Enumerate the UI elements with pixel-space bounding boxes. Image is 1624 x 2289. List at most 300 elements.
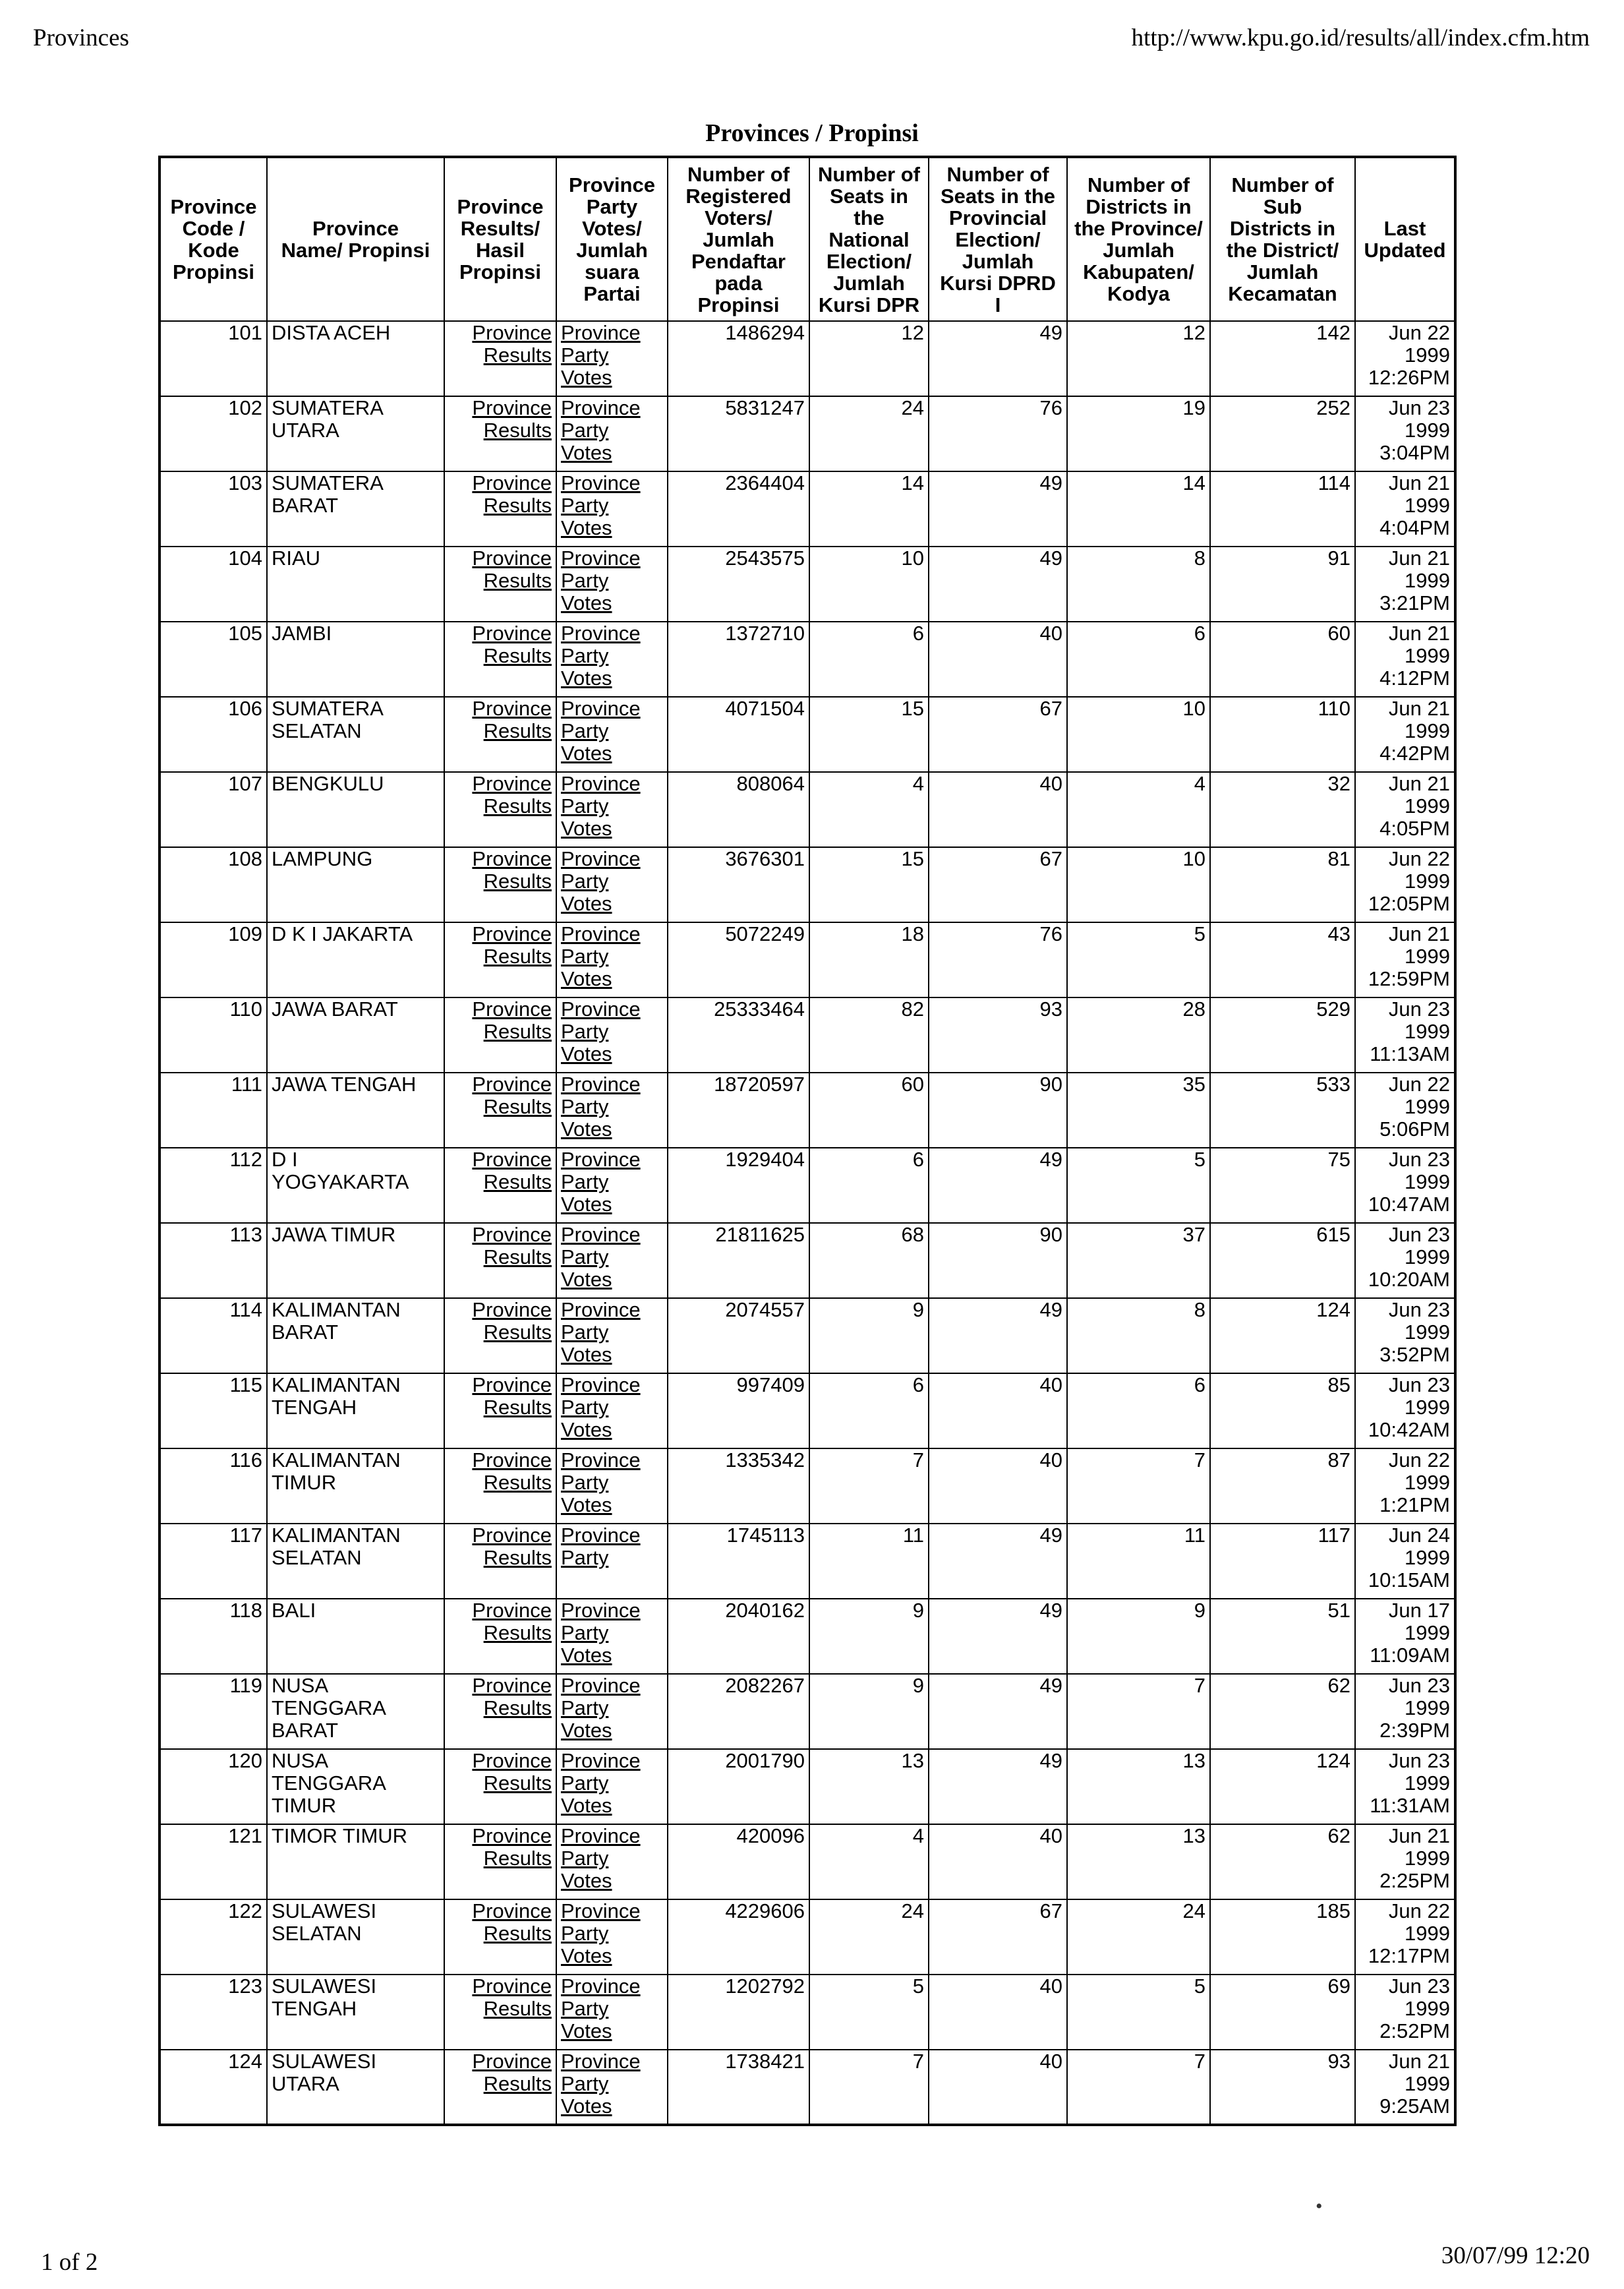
province-party-votes-link[interactable] <box>556 1373 668 1448</box>
cell-line: Province <box>561 847 641 870</box>
districts-cell: 6 <box>1067 622 1210 697</box>
province-party-votes-link[interactable] <box>556 1674 668 1749</box>
dpr-seats-cell: 9 <box>809 1298 929 1373</box>
dpr-seats-cell: 15 <box>809 847 929 922</box>
province-party-votes-link[interactable] <box>556 321 668 396</box>
cell-line: Votes <box>561 667 612 690</box>
province-results-link[interactable] <box>444 622 556 697</box>
province-code-cell: 110 <box>160 997 267 1073</box>
last-updated-cell <box>1355 697 1455 772</box>
cell-line: Jun 22 <box>1388 1448 1450 1472</box>
subdistricts-cell: 69 <box>1210 1975 1355 2050</box>
registered-voters-cell: 25333464 <box>668 997 809 1073</box>
dprd-seats-cell: 40 <box>929 1975 1067 2050</box>
cell-line: Party <box>561 1696 609 1719</box>
dprd-seats-cell: 40 <box>929 1373 1067 1448</box>
last-updated-cell <box>1355 1223 1455 1298</box>
cell-line: JAWA BARAT <box>272 997 398 1021</box>
table-row <box>160 321 1455 396</box>
cell-line: Province <box>472 1298 552 1321</box>
cell-line: SELATAN <box>272 1922 362 1945</box>
cell-line: Number of <box>687 162 790 186</box>
registered-voters-cell: 1202792 <box>668 1975 809 2050</box>
registered-voters-cell: 1745113 <box>668 1524 809 1599</box>
province-results-link[interactable] <box>444 847 556 922</box>
cell-line: Party <box>561 569 609 592</box>
table-row <box>160 547 1455 622</box>
province-name-cell <box>267 1674 444 1749</box>
province-results-link[interactable] <box>444 1599 556 1674</box>
province-name-cell <box>267 997 444 1073</box>
province-code-cell: 120 <box>160 1749 267 1824</box>
cell-line: Votes <box>561 1418 612 1441</box>
province-party-votes-link[interactable] <box>556 847 668 922</box>
cell-line: Results <box>483 719 552 742</box>
cell-line: Jun 23 <box>1388 1148 1450 1171</box>
cell-line: Jun 23 <box>1388 1674 1450 1697</box>
cell-line: Province <box>561 772 641 795</box>
province-code-cell: 118 <box>160 1599 267 1674</box>
province-code-cell: 111 <box>160 1073 267 1148</box>
cell-line: Jun 21 <box>1388 1824 1450 1847</box>
cell-line: Votes <box>561 441 612 464</box>
dprd-seats-cell: 49 <box>929 547 1067 622</box>
cell-line: 1999 <box>1405 1396 1450 1419</box>
province-code-cell: 115 <box>160 1373 267 1448</box>
province-name-cell <box>267 396 444 471</box>
cell-line: KALIMANTAN <box>272 1524 401 1547</box>
cell-line: Province <box>472 1148 552 1171</box>
cell-line: Jumlah <box>576 239 648 262</box>
dprd-seats-cell: 49 <box>929 321 1067 396</box>
cell-line: JAMBI <box>272 622 332 645</box>
province-party-votes-link[interactable] <box>556 772 668 847</box>
province-name-cell <box>267 1599 444 1674</box>
dprd-seats-cell: 93 <box>929 997 1067 1073</box>
cell-line: 1999 <box>1405 1997 1450 2020</box>
cell-line: Province <box>561 622 641 645</box>
province-code-cell: 119 <box>160 1674 267 1749</box>
cell-line: BARAT <box>272 494 339 517</box>
cell-line: Party <box>561 794 609 818</box>
cell-line: the District/ <box>1226 239 1339 262</box>
registered-voters-cell: 21811625 <box>668 1223 809 1298</box>
cell-line: Party <box>561 1020 609 1043</box>
table-row <box>160 1975 1455 2050</box>
districts-cell: 13 <box>1067 1749 1210 1824</box>
registered-voters-cell: 5072249 <box>668 922 809 997</box>
cell-line: Results <box>483 1696 552 1719</box>
cell-line: Province <box>561 1524 641 1547</box>
cell-line: Province <box>561 396 641 419</box>
cell-line: Name/ Propinsi <box>281 239 430 262</box>
province-name-cell <box>267 622 444 697</box>
province-party-votes-link[interactable] <box>556 1749 668 1824</box>
dpr-seats-cell: 9 <box>809 1599 929 1674</box>
cell-line: Votes <box>561 967 612 990</box>
cell-line: Party <box>561 1095 609 1118</box>
cell-line: Kursi DPRD <box>940 271 1056 295</box>
cell-line: 1999 <box>1405 419 1450 442</box>
cell-line: Election/ <box>955 227 1041 251</box>
dprd-seats-cell: 49 <box>929 1148 1067 1223</box>
province-name-cell <box>267 1448 444 1524</box>
province-results-link[interactable] <box>444 1824 556 1899</box>
province-name-cell <box>267 1298 444 1373</box>
cell-line: Jun 23 <box>1388 1223 1450 1246</box>
cell-line: the <box>854 206 884 229</box>
cell-line: KALIMANTAN <box>272 1373 401 1396</box>
registered-voters-cell: 1486294 <box>668 321 809 396</box>
cell-line: 1999 <box>1405 719 1450 742</box>
cell-line: Results <box>483 343 552 367</box>
cell-line: Province <box>472 1448 552 1472</box>
cell-line: 10:47AM <box>1368 1193 1450 1216</box>
dprd-seats-cell: 49 <box>929 1674 1067 1749</box>
cell-line: Party <box>561 1922 609 1945</box>
registered-voters-cell: 997409 <box>668 1373 809 1448</box>
dprd-seats-cell: 49 <box>929 471 1067 547</box>
province-code-cell: 123 <box>160 1975 267 2050</box>
last-updated-cell <box>1355 1524 1455 1599</box>
cell-line: Jun 21 <box>1388 471 1450 494</box>
cell-line: 10:42AM <box>1368 1418 1450 1441</box>
cell-line: Jumlah <box>703 227 774 251</box>
column-header-name <box>267 157 444 321</box>
cell-line: Kursi DPR <box>818 293 920 316</box>
dprd-seats-cell: 90 <box>929 1223 1067 1298</box>
page-header-url: http://www.kpu.go.id/results/all/index.cfm.htm <box>1131 24 1590 51</box>
cell-line: Votes <box>561 1794 612 1817</box>
cell-line: 1999 <box>1405 569 1450 592</box>
column-header-subdistricts <box>1210 157 1355 321</box>
cell-line: Party <box>561 419 609 442</box>
cell-line: Jun 21 <box>1388 922 1450 945</box>
cell-line: Province <box>457 195 544 218</box>
cell-line: Jun 23 <box>1388 396 1450 419</box>
dpr-seats-cell: 82 <box>809 997 929 1073</box>
registered-voters-cell: 2001790 <box>668 1749 809 1824</box>
table-row <box>160 922 1455 997</box>
province-party-votes-link[interactable] <box>556 922 668 997</box>
cell-line: Votes <box>561 1869 612 1892</box>
cell-line: Province <box>472 396 552 419</box>
province-results-link[interactable] <box>444 772 556 847</box>
cell-line: Province <box>561 997 641 1021</box>
cell-line: Province <box>472 622 552 645</box>
districts-cell: 13 <box>1067 1824 1210 1899</box>
column-header-results <box>444 157 556 321</box>
districts-cell: 28 <box>1067 997 1210 1073</box>
province-code-cell: 114 <box>160 1298 267 1373</box>
cell-line: KALIMANTAN <box>272 1298 401 1321</box>
last-updated-cell <box>1355 1373 1455 1448</box>
province-results-link[interactable] <box>444 922 556 997</box>
dpr-seats-cell: 6 <box>809 622 929 697</box>
cell-line: Number of <box>946 162 1049 186</box>
cell-line: Seats in the <box>941 184 1055 208</box>
cell-line: TENGGARA <box>272 1696 386 1719</box>
cell-line: RIAU <box>272 547 321 570</box>
province-party-votes-link[interactable] <box>556 1824 668 1899</box>
dpr-seats-cell: 15 <box>809 697 929 772</box>
last-updated-cell <box>1355 471 1455 547</box>
province-results-link[interactable] <box>444 1373 556 1448</box>
province-party-votes-link[interactable] <box>556 997 668 1073</box>
province-code-cell: 102 <box>160 396 267 471</box>
province-party-votes-link[interactable] <box>556 1073 668 1148</box>
last-updated-cell <box>1355 1975 1455 2050</box>
province-results-link[interactable] <box>444 321 556 396</box>
districts-cell: 9 <box>1067 1599 1210 1674</box>
subdistricts-cell: 142 <box>1210 321 1355 396</box>
province-results-link[interactable] <box>444 697 556 772</box>
cell-line: Party <box>561 1396 609 1419</box>
cell-line: Province <box>170 195 257 218</box>
cell-line: Jumlah <box>1103 239 1174 262</box>
dpr-seats-cell: 11 <box>809 1524 929 1599</box>
province-results-link[interactable] <box>444 396 556 471</box>
province-party-votes-link[interactable] <box>556 2050 668 2125</box>
province-party-votes-link[interactable] <box>556 1448 668 1524</box>
dprd-seats-cell: 40 <box>929 1824 1067 1899</box>
table-row <box>160 697 1455 772</box>
table-row <box>160 997 1455 1073</box>
cell-line: TENGAH <box>272 1396 357 1419</box>
cell-line: Votes <box>561 516 612 539</box>
cell-line: Jumlah <box>1246 260 1319 283</box>
table-row <box>160 1448 1455 1524</box>
province-results-link[interactable] <box>444 1899 556 1975</box>
cell-line: Pendaftar <box>691 249 786 273</box>
cell-line: Party <box>561 1546 609 1569</box>
cell-line: Province <box>569 173 655 196</box>
subdistricts-cell: 32 <box>1210 772 1355 847</box>
cell-line: Kodya <box>1107 282 1170 305</box>
subdistricts-cell: 93 <box>1210 2050 1355 2125</box>
province-results-link[interactable] <box>444 1674 556 1749</box>
dpr-seats-cell: 14 <box>809 471 929 547</box>
cell-line: Votes <box>561 591 612 614</box>
province-name-cell <box>267 772 444 847</box>
province-party-votes-link[interactable] <box>556 697 668 772</box>
registered-voters-cell: 18720597 <box>668 1073 809 1148</box>
subdistricts-cell: 81 <box>1210 847 1355 922</box>
subdistricts-cell: 114 <box>1210 471 1355 547</box>
province-code-cell: 124 <box>160 2050 267 2125</box>
province-results-link[interactable] <box>444 1524 556 1599</box>
page-footer-pagination: 1 of 2 <box>41 2249 98 2276</box>
cell-line: 1:21PM <box>1379 1493 1450 1516</box>
cell-line: 11:13AM <box>1370 1042 1450 1065</box>
cell-line: 1999 <box>1405 494 1450 517</box>
province-results-link[interactable] <box>444 1975 556 2050</box>
cell-line: Propinsi <box>172 260 254 283</box>
cell-line: Party <box>561 1170 609 1193</box>
last-updated-cell <box>1355 922 1455 997</box>
cell-line: Results <box>483 644 552 667</box>
last-updated-cell <box>1355 1674 1455 1749</box>
province-results-link[interactable] <box>444 2050 556 2125</box>
dpr-seats-cell: 6 <box>809 1148 929 1223</box>
cell-line: 1999 <box>1405 1471 1450 1494</box>
cell-line: Votes <box>561 742 612 765</box>
cell-line: Voters/ <box>705 206 772 229</box>
province-party-votes-link[interactable] <box>556 1298 668 1373</box>
cell-line: Votes <box>561 1117 612 1141</box>
cell-line: Province <box>472 772 552 795</box>
cell-line: Province <box>312 217 399 240</box>
province-party-votes-link[interactable] <box>556 1599 668 1674</box>
dpr-seats-cell: 6 <box>809 1373 929 1448</box>
cell-line: TENGAH <box>272 1997 357 2020</box>
cell-line: Province <box>561 1749 641 1772</box>
cell-line: Results <box>483 494 552 517</box>
districts-cell: 4 <box>1067 772 1210 847</box>
column-header-registered-voters <box>668 157 809 321</box>
province-results-link[interactable] <box>444 1148 556 1223</box>
cell-line: Propinsi <box>459 260 541 283</box>
districts-cell: 19 <box>1067 396 1210 471</box>
cell-line: Votes <box>561 366 612 389</box>
registered-voters-cell: 2082267 <box>668 1674 809 1749</box>
province-results-link[interactable] <box>444 1749 556 1824</box>
province-name-cell <box>267 1073 444 1148</box>
cell-line: 1999 <box>1405 1170 1450 1193</box>
cell-line: Party <box>561 2072 609 2095</box>
cell-line: TIMUR <box>272 1471 337 1494</box>
dpr-seats-cell: 24 <box>809 396 929 471</box>
subdistricts-cell: 110 <box>1210 697 1355 772</box>
cell-line: Province <box>472 1223 552 1246</box>
registered-voters-cell: 1929404 <box>668 1148 809 1223</box>
cell-line: Votes <box>561 1042 612 1065</box>
table-row <box>160 847 1455 922</box>
cell-line: Province <box>472 1975 552 1998</box>
dpr-seats-cell: 13 <box>809 1749 929 1824</box>
table-row <box>160 1524 1455 1599</box>
cell-line: Province <box>561 1373 641 1396</box>
cell-line: 3:04PM <box>1379 441 1450 464</box>
column-header-last-updated <box>1355 157 1455 321</box>
dprd-seats-cell: 40 <box>929 622 1067 697</box>
province-party-votes-link[interactable] <box>556 622 668 697</box>
cell-line: Results <box>483 794 552 818</box>
cell-line: Party <box>561 1997 609 2020</box>
cell-line: Registered <box>685 184 792 208</box>
province-party-votes-link[interactable] <box>556 1148 668 1223</box>
province-code-cell: 121 <box>160 1824 267 1899</box>
cell-line: Results <box>483 1771 552 1795</box>
cell-line: BALI <box>272 1599 316 1622</box>
last-updated-cell <box>1355 547 1455 622</box>
registered-voters-cell: 420096 <box>668 1824 809 1899</box>
cell-line: 1999 <box>1405 1922 1450 1945</box>
cell-line: SUMATERA <box>272 697 384 720</box>
province-name-cell <box>267 2050 444 2125</box>
cell-line: Province <box>472 1749 552 1772</box>
province-party-votes-link[interactable] <box>556 547 668 622</box>
province-results-link[interactable] <box>444 471 556 547</box>
province-results-link[interactable] <box>444 1223 556 1298</box>
subdistricts-cell: 615 <box>1210 1223 1355 1298</box>
province-party-votes-link[interactable] <box>556 1524 668 1599</box>
cell-line: BARAT <box>272 1719 339 1742</box>
cell-line: 5:06PM <box>1379 1117 1450 1141</box>
province-party-votes-link[interactable] <box>556 1223 668 1298</box>
province-results-link[interactable] <box>444 1073 556 1148</box>
dpr-seats-cell: 7 <box>809 1448 929 1524</box>
districts-cell: 12 <box>1067 321 1210 396</box>
cell-line: Party <box>561 1245 609 1268</box>
province-name-cell <box>267 547 444 622</box>
dpr-seats-cell: 9 <box>809 1674 929 1749</box>
dprd-seats-cell: 40 <box>929 772 1067 847</box>
cell-line: Votes <box>561 1719 612 1742</box>
cell-line: Province <box>561 321 641 344</box>
province-code-cell: 106 <box>160 697 267 772</box>
table-row <box>160 1899 1455 1975</box>
dpr-seats-cell: 10 <box>809 547 929 622</box>
cell-line: DISTA ACEH <box>272 321 391 344</box>
districts-cell: 5 <box>1067 1975 1210 2050</box>
cell-line: Number of <box>1088 173 1190 196</box>
cell-line: Jun 22 <box>1388 321 1450 344</box>
cell-line: Votes <box>561 1343 612 1366</box>
province-party-votes-link[interactable] <box>556 1975 668 2050</box>
cell-line: SUMATERA <box>272 396 384 419</box>
dprd-seats-cell: 40 <box>929 2050 1067 2125</box>
province-results-link[interactable] <box>444 1448 556 1524</box>
cell-line: 1999 <box>1405 794 1450 818</box>
page-header-title: Provinces <box>33 24 129 51</box>
cell-line: 4:12PM <box>1379 667 1450 690</box>
table-row <box>160 2050 1455 2125</box>
dpr-seats-cell: 4 <box>809 772 929 847</box>
province-results-link[interactable] <box>444 997 556 1073</box>
subdistricts-cell: 62 <box>1210 1824 1355 1899</box>
cell-line: Province <box>561 922 641 945</box>
subdistricts-cell: 51 <box>1210 1599 1355 1674</box>
table-row <box>160 772 1455 847</box>
province-party-votes-link[interactable] <box>556 471 668 547</box>
dpr-seats-cell: 18 <box>809 922 929 997</box>
cell-line: Province <box>472 471 552 494</box>
cell-line: Province <box>561 1448 641 1472</box>
registered-voters-cell: 2543575 <box>668 547 809 622</box>
cell-line: Results <box>483 1170 552 1193</box>
cell-line: TIMOR TIMUR <box>272 1824 408 1847</box>
province-code-cell: 105 <box>160 622 267 697</box>
cell-line: 12:26PM <box>1368 366 1450 389</box>
province-results-link[interactable] <box>444 547 556 622</box>
cell-line: LAMPUNG <box>272 847 373 870</box>
province-party-votes-link[interactable] <box>556 1899 668 1975</box>
last-updated-cell <box>1355 847 1455 922</box>
cell-line: suara <box>585 260 639 283</box>
province-results-link[interactable] <box>444 1298 556 1373</box>
province-party-votes-link[interactable] <box>556 396 668 471</box>
cell-line: Province <box>561 1298 641 1321</box>
cell-line: I <box>995 293 1001 316</box>
dprd-seats-cell: 76 <box>929 922 1067 997</box>
cell-line: Votes <box>561 892 612 915</box>
cell-line: Sub <box>1263 195 1302 218</box>
province-code-cell: 112 <box>160 1148 267 1223</box>
cell-line: UTARA <box>272 419 339 442</box>
cell-line: Propinsi <box>697 293 780 316</box>
cell-line: 4:04PM <box>1379 516 1450 539</box>
